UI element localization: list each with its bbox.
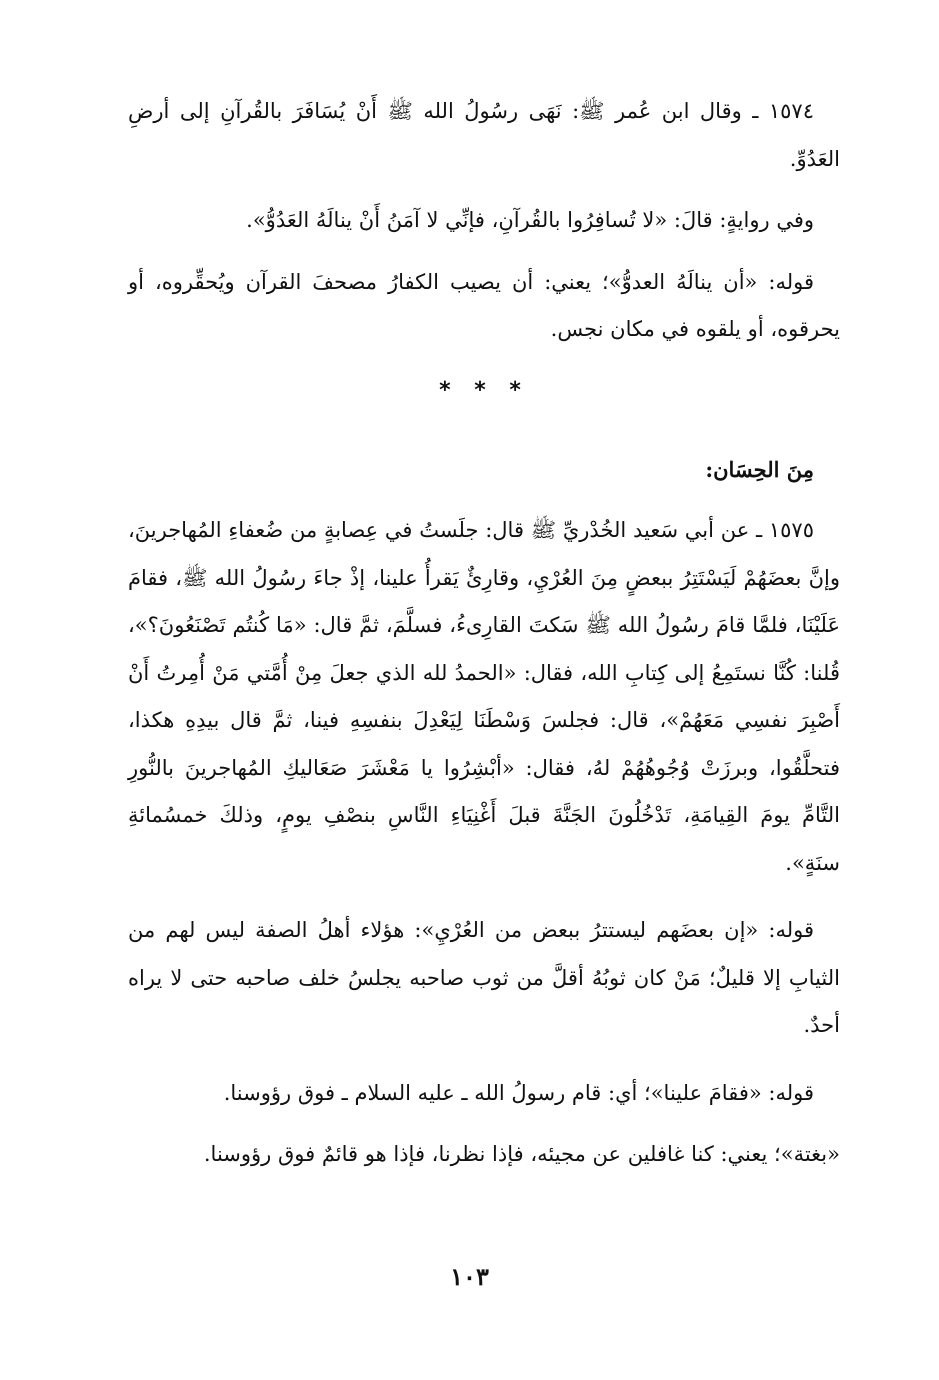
hadith-1574-commentary: قوله: «أن ينالَهُ العدوُّ»؛ يعني: أن يصيب الكفارُ مصحفَ القرآن ويُحقِّروه، أو يحرقوه، أو يلقوه في مكان نجس. bbox=[128, 269, 840, 341]
hadith-1575-commentary-3: «بغتة»؛ يعني: كنا غافلين عن مجيئه، فإذا نظرنا، فإذا هو قائمٌ فوق رؤوسنا. bbox=[203, 1142, 840, 1166]
hadith-1575-commentary-1: قوله: «إن بعضَهم ليستترُ ببعض من العُرْيِ»: هؤلاء أهلُ الصفة ليس لهم من الثيابِ إلا قليلٌ؛ مَنْ كان ثوبُهُ أقلَّ من ثوب صاحبه يجلسُ خلف صاحبه حتى لا يراه أحدٌ. bbox=[128, 918, 840, 1037]
hadith-1574-narration: وفي روايةٍ: قالَ: «لا تُسافِرُوا بالقُرآنِ، فإنِّي لا آمَنُ أَنْ ينالَهُ العَدُوُّ». bbox=[246, 208, 814, 232]
section-separator: * * * bbox=[439, 377, 529, 403]
section-heading: مِنَ الحِسَان: bbox=[705, 456, 814, 482]
hadith-1574-text: ١٥٧٤ ـ وقال ابن عُمر ﷺ: نَهَى رسُولُ الله ﷺ أَنْ يُسَافَرَ بالقُرآنِ إلى أرضِ العَدُوِّ. bbox=[128, 99, 840, 171]
page-number: ١٠٣ bbox=[450, 1262, 489, 1291]
hadith-1575-text: ١٥٧٥ ـ عن أبي سَعيد الخُدْريِّ ﷺ قال: جلَستُ في عِصابةٍ من ضُعفاءِ المُهاجرينَ، وإنَّ بعضَهُمْ لَيَسْتَتِرُ ببعضٍ مِنَ العُرْيِ، وقارِئٌ يَقرأُ علينا، إذْ جاءَ رسُولُ الله ﷺ، فقامَ عَلَيْنَا، فلمَّا قامَ رسُولُ الله ﷺ سَكتَ القارِىءُ، فسلَّمَ، ثمَّ قال: «مَا كُنتُم تَصْنَعُونَ؟»، قُلنا: كُنَّا نستَمِعُ إلى كِتابِ الله، فقال: «الحمدُ لله الذي جعلَ مِنْ أُمَّتي مَنْ أُمِرتُ أَنْ أَصْبِرَ نفسِي مَعَهُمْ»، قال: فجلسَ وَسْطَنَا لِيَعْدِلَ بنفسِهِ فينا، ثمَّ قال بيدِهِ هكذا، فتحلَّقُوا، وبرزَتْ وُجُوهُهُمْ لهُ، فقال: «أبْشِرُوا يا مَعْشَرَ صَعَاليكِ المُهاجرينَ بالنُّورِ التَّامِّ يومَ القِيامَةِ، تَدْخُلُونَ الجَنَّةَ قبلَ أَغْنِيَاءِ النَّاسِ بنصْفِ يومٍ، وذلكَ خمسُمائةِ سنَةٍ». bbox=[128, 518, 840, 875]
hadith-1575-commentary-2: قوله: «فقامَ علينا»؛ أي: قام رسولُ الله ـ عليه السلام ـ فوق رؤوسنا. bbox=[223, 1080, 814, 1105]
page-body bbox=[128, 88, 840, 1179]
